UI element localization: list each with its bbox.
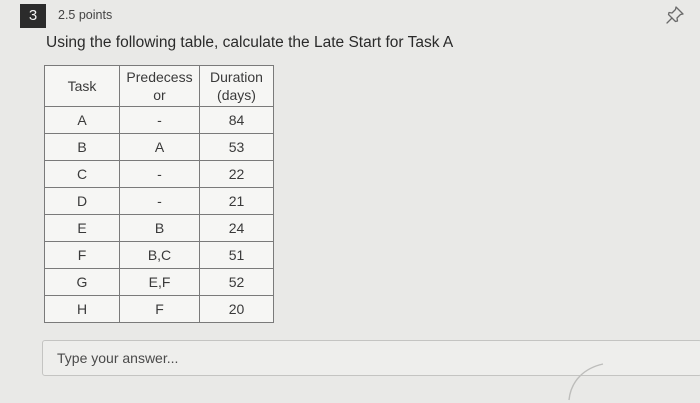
cell-predecessor: B,C [120, 242, 200, 269]
cell-task: F [45, 242, 120, 269]
question-text: Using the following table, calculate the Late Start for Task A [46, 34, 454, 51]
cell-task: E [45, 215, 120, 242]
cell-duration: 84 [200, 107, 274, 134]
table-header-row [45, 66, 274, 107]
cell-predecessor: F [120, 296, 200, 323]
cell-task: B [45, 134, 120, 161]
header-predecessor-line1: Predecess [126, 69, 193, 85]
table-row [45, 215, 274, 242]
header-duration-line2: (days) [217, 87, 256, 103]
cell-predecessor: E,F [120, 269, 200, 296]
table-row [45, 134, 274, 161]
header-predecessor-line2: or [153, 87, 166, 103]
cell-duration: 20 [200, 296, 274, 323]
table-row [45, 161, 274, 188]
cell-task: G [45, 269, 120, 296]
header-duration-line1: Duration [210, 69, 263, 85]
cell-task: C [45, 161, 120, 188]
header-task: Task [45, 66, 120, 107]
cell-task: D [45, 188, 120, 215]
header-duration [200, 66, 274, 107]
question-points: 2.5 points [58, 8, 113, 22]
table-row [45, 107, 274, 134]
cell-task: A [45, 107, 120, 134]
answer-placeholder: Type your answer... [57, 350, 179, 366]
cell-predecessor: - [120, 107, 200, 134]
cell-duration: 22 [200, 161, 274, 188]
cell-predecessor: B [120, 215, 200, 242]
cell-duration: 24 [200, 215, 274, 242]
cell-task: H [45, 296, 120, 323]
table-row [45, 269, 274, 296]
cell-predecessor: - [120, 161, 200, 188]
cell-predecessor: A [120, 134, 200, 161]
cell-predecessor: - [120, 188, 200, 215]
question-number: 3 [20, 4, 46, 28]
cell-duration: 53 [200, 134, 274, 161]
cell-duration: 52 [200, 269, 274, 296]
task-table [44, 65, 274, 323]
table-row [45, 242, 274, 269]
table-row [45, 296, 274, 323]
pin-icon[interactable] [664, 4, 686, 26]
header-predecessor [120, 66, 200, 107]
cell-duration: 21 [200, 188, 274, 215]
resize-handle-icon [565, 362, 605, 402]
table-row [45, 188, 274, 215]
cell-duration: 51 [200, 242, 274, 269]
